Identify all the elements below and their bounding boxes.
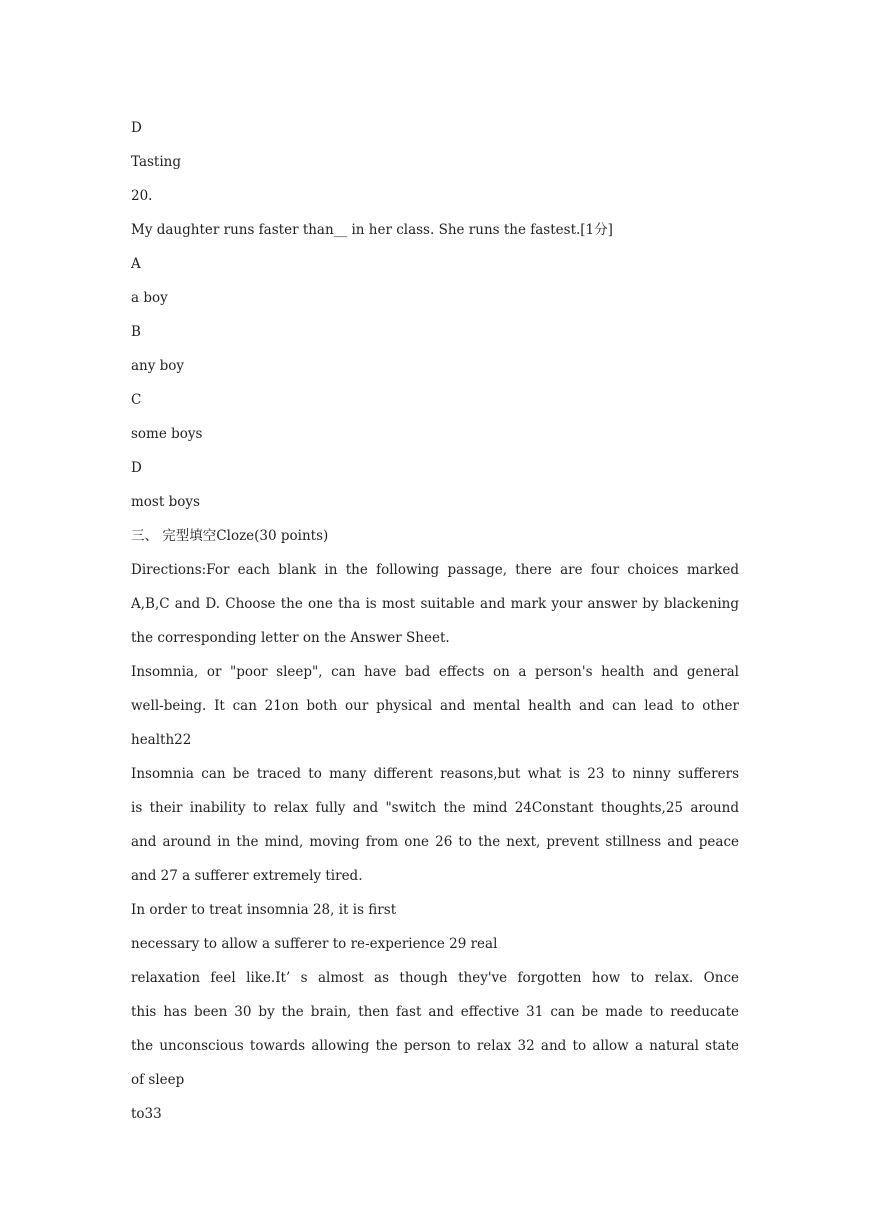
passage-line: necessary to allow a sufferer to re-experience 29 real bbox=[131, 936, 498, 952]
q20-option-a-letter: A bbox=[131, 256, 141, 272]
passage-line: this has been 30 by the brain, then fast and effective 31 can be made to reeducate bbox=[131, 1004, 739, 1020]
q20-option-a-text: a boy bbox=[131, 290, 168, 306]
passage-line: the unconscious towards allowing the person to relax 32 and to allow a natural state bbox=[131, 1038, 739, 1054]
directions-line: A,B,C and D. Choose the one tha is most suitable and mark your answer by blackening bbox=[131, 596, 739, 612]
passage-line: health22 bbox=[131, 732, 192, 748]
passage-line: to33 bbox=[131, 1106, 162, 1122]
q20-stem: My daughter runs faster than__ in her class. She runs the fastest.[1分] bbox=[131, 222, 613, 238]
passage-line: well-being. It can 21on both our physical and mental health and can lead to other bbox=[131, 698, 739, 714]
passage-line: is their inability to relax fully and "switch the mind 24Constant thoughts,25 around bbox=[131, 800, 739, 816]
q19-option-d-text: Tasting bbox=[131, 154, 182, 170]
directions-line: the corresponding letter on the Answer Sheet. bbox=[131, 630, 450, 646]
passage-line: and around in the mind, moving from one 26 to the next, prevent stillness and peace bbox=[131, 834, 739, 850]
q20-option-b-letter: B bbox=[131, 324, 141, 340]
section-3-heading: 三、 完型填空Cloze(30 points) bbox=[131, 528, 329, 544]
q20-option-c-letter: C bbox=[131, 392, 142, 408]
passage-line: Insomnia can be traced to many different reasons,but what is 23 to ninny sufferers bbox=[131, 766, 739, 782]
q20-option-d-letter: D bbox=[131, 460, 142, 476]
document-content bbox=[131, 111, 739, 1131]
q20-number: 20. bbox=[131, 188, 153, 204]
passage-line: relaxation feel like.It’ s almost as though they've forgotten how to relax. Once bbox=[131, 970, 739, 986]
q20-option-c-text: some boys bbox=[131, 426, 203, 442]
q20-option-d-text: most boys bbox=[131, 494, 200, 510]
passage-line: In order to treat insomnia 28, it is first bbox=[131, 902, 397, 918]
passage-line: Insomnia, or "poor sleep", can have bad effects on a person's health and general bbox=[131, 664, 739, 680]
q19-option-d-letter: D bbox=[131, 120, 142, 136]
directions-line: Directions:For each blank in the following passage, there are four choices marked bbox=[131, 562, 739, 578]
passage-line: of sleep bbox=[131, 1072, 185, 1088]
q20-option-b-text: any boy bbox=[131, 358, 185, 374]
passage-line: and 27 a sufferer extremely tired. bbox=[131, 868, 363, 884]
